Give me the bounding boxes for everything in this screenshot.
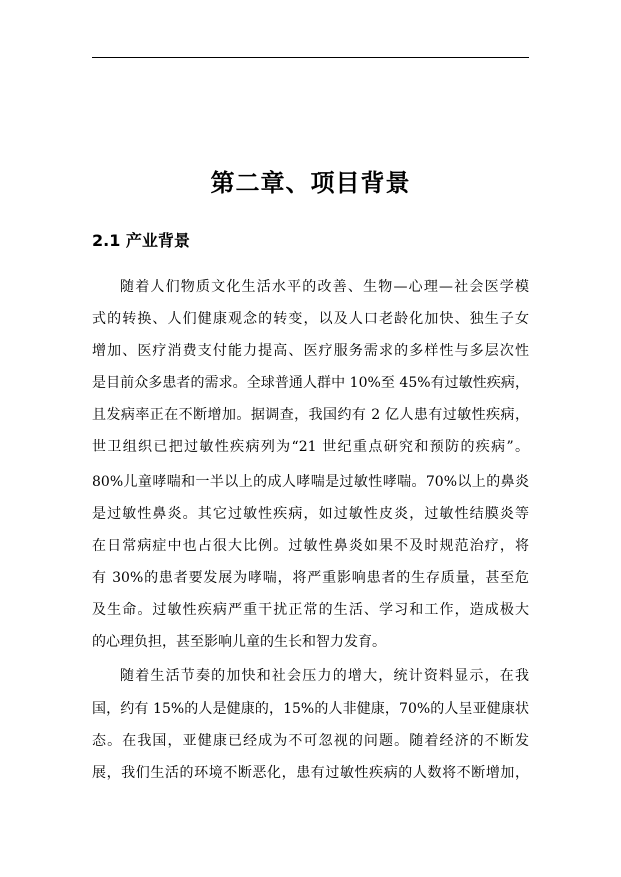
paragraph-line: 且发病率正在不断增加。据调查，我国约有 2 亿人患有过敏性疾病， [92,407,529,423]
paragraph-line: 随着人们物质文化生活水平的改善、生物—心理—社会医学模 [120,279,529,295]
paragraph-line: 的心理负担，甚至影响儿童的生长和智力发育。 [92,634,386,650]
paragraph-line: 在日常病症中也占很大比例。过敏性鼻炎如果不及时规范治疗，将 [92,538,529,554]
paragraph-line: 展，我们生活的环境不断恶化，患有过敏性疾病的人数将不断增加， [92,765,529,781]
paragraph-line: 国，约有 15%的人是健康的，15%的人非健康，70%的人呈亚健康状 [92,701,529,717]
header-rule [92,57,529,58]
paragraph-line: 增加、医疗消费支付能力提高、医疗服务需求的多样性与多层次性 [92,343,529,359]
paragraph-line: 及生命。过敏性疾病严重干扰正常的生活、学习和工作，造成极大 [92,602,529,618]
paragraph-line: 随着生活节奏的加快和社会压力的增大，统计资料显示，在我 [120,668,529,684]
section-heading: 2.1 产业背景 [92,231,190,250]
paragraph-line: 80%儿童哮喘和一半以上的成人哮喘是过敏性哮喘。70%以上的鼻炎 [92,474,529,490]
chapter-title: 第二章、项目背景 [210,168,411,197]
paragraph-line: 世卫组织已把过敏性疾病列为“21 世纪重点研究和预防的疾病”。 [92,439,529,455]
paragraph-line: 式的转换、人们健康观念的转变，以及人口老龄化加快、独生子女 [92,311,529,327]
paragraph-line: 有 30%的患者要发展为哮喘，将严重影响患者的生存质量，甚至危 [92,570,529,586]
paragraph-line: 是过敏性鼻炎。其它过敏性疾病，如过敏性皮炎，过敏性结膜炎等 [92,506,529,522]
paragraph-line: 态。在我国，亚健康已经成为不可忽视的问题。随着经济的不断发 [92,733,529,749]
paragraph-line: 是目前众多患者的需求。全球普通人群中 10%至 45%有过敏性疾病， [92,375,529,391]
